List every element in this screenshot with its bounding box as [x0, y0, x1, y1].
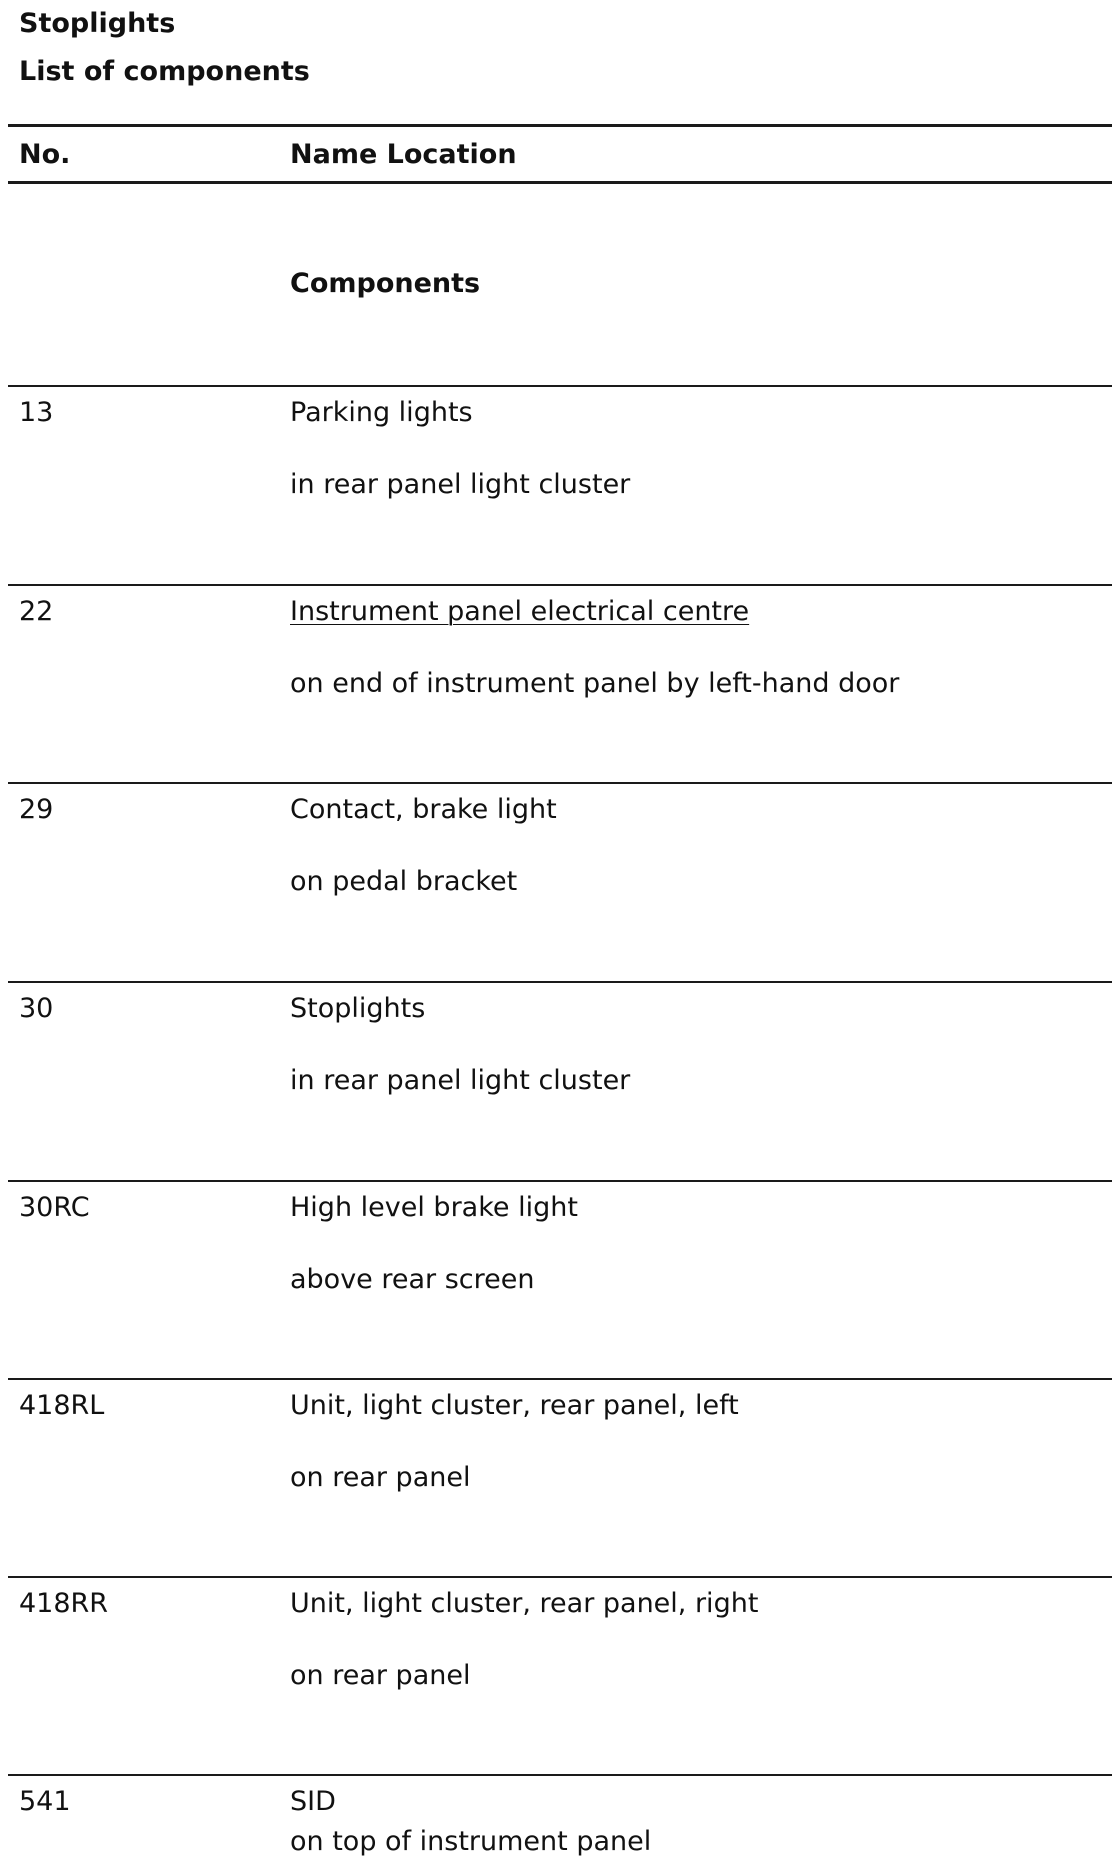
row-divider: [8, 584, 1112, 586]
component-location: in rear panel light cluster: [290, 469, 631, 500]
component-location: on end of instrument panel by left-hand door: [290, 668, 900, 699]
header-bottom-rule: [8, 181, 1112, 184]
table-top-rule: [8, 124, 1112, 127]
table-row: [0, 1180, 1120, 1370]
component-number: 418RL: [19, 1390, 105, 1421]
row-divider: [8, 1378, 1112, 1380]
component-number: 418RR: [19, 1588, 109, 1619]
row-divider: [8, 1576, 1112, 1578]
table-row: [0, 385, 1120, 575]
section-label: Components: [290, 268, 481, 299]
table-row: [0, 1576, 1120, 1766]
row-divider: [8, 1774, 1112, 1776]
component-number: 22: [19, 596, 54, 627]
table-row: [0, 782, 1120, 972]
document-title: Stoplights: [19, 8, 176, 39]
row-divider: [8, 782, 1112, 784]
component-number: 13: [19, 397, 54, 428]
table-row: [0, 981, 1120, 1171]
component-name: Parking lights: [290, 397, 473, 428]
component-number: 30: [19, 993, 54, 1024]
column-header-no: No.: [19, 139, 71, 170]
component-number: 541: [19, 1786, 71, 1817]
table-row: [0, 1378, 1120, 1568]
component-location: in rear panel light cluster: [290, 1065, 631, 1096]
component-location: on top of instrument panel: [290, 1826, 652, 1857]
component-location: on pedal bracket: [290, 866, 518, 897]
row-divider: [8, 981, 1112, 983]
row-divider: [8, 385, 1112, 387]
column-header-name-location: Name Location: [290, 139, 517, 170]
component-location: on rear panel: [290, 1462, 471, 1493]
table-row: [0, 584, 1120, 774]
component-number: 29: [19, 794, 54, 825]
component-name-link[interactable]: Instrument panel electrical centre: [290, 596, 750, 627]
component-name: Unit, light cluster, rear panel, right: [290, 1588, 759, 1619]
component-number: 30RC: [19, 1192, 90, 1223]
document-subtitle: List of components: [19, 56, 310, 87]
component-location: above rear screen: [290, 1264, 535, 1295]
component-name: High level brake light: [290, 1192, 578, 1223]
row-divider: [8, 1180, 1112, 1182]
table-row: [0, 1774, 1120, 1857]
component-location: on rear panel: [290, 1660, 471, 1691]
component-name: Unit, light cluster, rear panel, left: [290, 1390, 739, 1421]
component-name: Stoplights: [290, 993, 426, 1024]
component-name: SID: [290, 1786, 336, 1817]
component-name: Contact, brake light: [290, 794, 557, 825]
